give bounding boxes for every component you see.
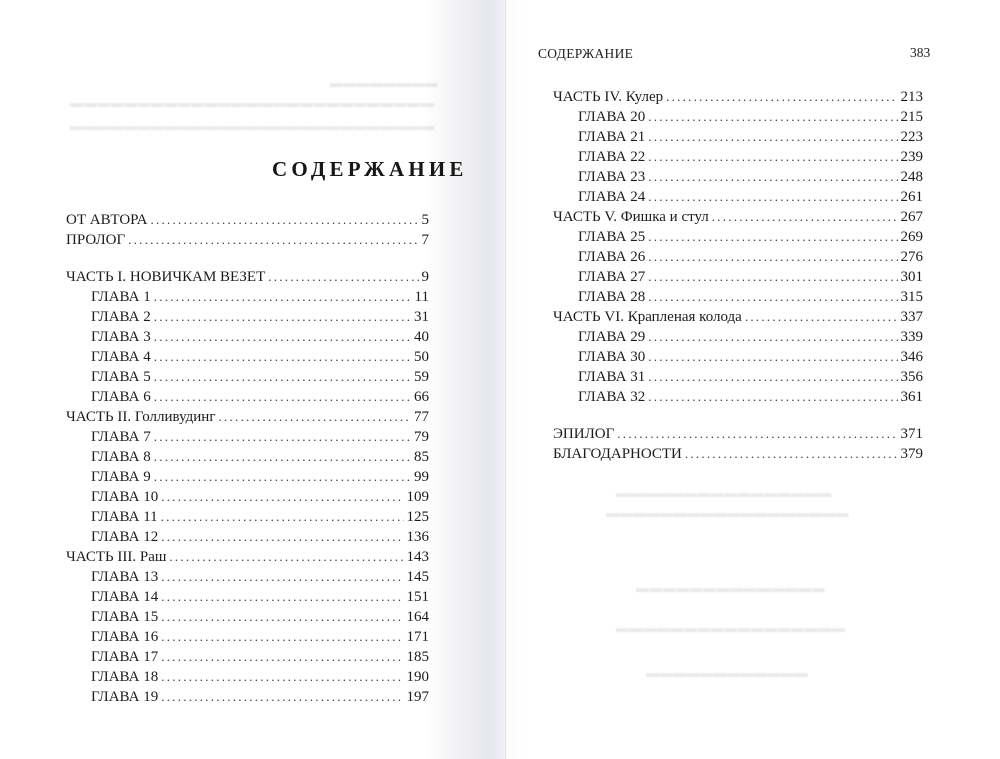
toc-entry-page: 40	[414, 329, 429, 345]
toc-chapter-entry[interactable]	[66, 507, 429, 527]
toc-entry-label: ЧАСТЬ IV. Кулер	[553, 89, 664, 105]
toc-chapter-entry[interactable]	[66, 287, 429, 307]
toc-entry-page: 190	[406, 669, 429, 685]
toc-entry-label: ГЛАВА 1	[91, 289, 151, 305]
toc-entry-label: ГЛАВА 2	[91, 309, 151, 325]
toc-entry-label: ГЛАВА 14	[91, 589, 159, 605]
toc-entry-label: ГЛАВА 31	[578, 369, 646, 385]
toc-entry[interactable]	[66, 210, 429, 230]
dot-leader	[161, 607, 403, 627]
dot-leader	[161, 667, 403, 687]
toc-entry-page: 379	[900, 446, 923, 462]
dot-leader	[648, 267, 897, 287]
toc-entry-page: 185	[406, 649, 429, 665]
toc-entry-page: 267	[900, 209, 923, 225]
toc-entry-label: ЧАСТЬ I. НОВИЧКАМ ВЕЗЕТ	[66, 269, 266, 285]
toc-entry-page: 276	[900, 249, 923, 265]
toc-entry-label: ЧАСТЬ V. Фишка и стул	[553, 209, 709, 225]
toc-entry-label: ГЛАВА 27	[578, 269, 646, 285]
toc-entry-label: ГЛАВА 3	[91, 329, 151, 345]
dot-leader	[648, 147, 897, 167]
dot-leader	[128, 230, 418, 250]
dot-leader	[161, 527, 403, 547]
toc-part-entry[interactable]	[66, 407, 429, 427]
toc-entry-page: 197	[406, 689, 429, 705]
dot-leader	[712, 207, 898, 227]
toc-chapter-entry[interactable]	[553, 267, 923, 287]
toc-entry-page: 85	[414, 449, 429, 465]
toc-entry[interactable]	[553, 444, 923, 464]
dot-leader	[648, 367, 897, 387]
toc-entry-label: ГЛАВА 4	[91, 349, 151, 365]
toc-entry-page: 77	[414, 409, 429, 425]
dot-leader	[685, 444, 898, 464]
bleed-through-text: ▬▬▬▬▬▬▬▬▬▬▬▬▬▬	[636, 580, 825, 595]
toc-entry-page: 9	[421, 269, 429, 285]
toc-entry-label: БЛАГОДАРНОСТИ	[553, 446, 682, 462]
dot-leader	[154, 427, 411, 447]
dot-leader	[154, 367, 411, 387]
bleed-through-text: ▬▬▬▬▬▬▬▬▬▬▬▬▬▬▬▬▬▬	[606, 505, 849, 520]
toc-chapter-entry[interactable]	[66, 327, 429, 347]
toc-entry-page: 59	[414, 369, 429, 385]
toc-chapter-entry[interactable]	[66, 687, 429, 707]
toc-entry-label: ГЛАВА 13	[91, 569, 159, 585]
toc-entry-page: 269	[900, 229, 923, 245]
toc-entry-label: ГЛАВА 23	[578, 169, 646, 185]
toc-entry-page: 301	[900, 269, 923, 285]
toc-entry-label: ГЛАВА 26	[578, 249, 646, 265]
toc-entry-page: 136	[406, 529, 429, 545]
toc-chapter-entry[interactable]	[553, 107, 923, 127]
toc-entry-label: ГЛАВА 32	[578, 389, 646, 405]
toc-chapter-entry[interactable]	[66, 607, 429, 627]
toc-chapter-entry[interactable]	[66, 627, 429, 647]
dot-leader	[648, 167, 897, 187]
bleed-through-text: ▬▬▬▬▬▬▬▬▬▬▬▬▬▬▬▬▬	[616, 620, 846, 635]
toc-chapter-entry[interactable]	[553, 247, 923, 267]
toc-entry-label: ГЛАВА 28	[578, 289, 646, 305]
toc-entry-label: ГЛАВА 10	[91, 489, 159, 505]
bleed-through-text: ▬▬▬▬▬▬▬▬▬▬▬▬▬▬▬▬▬▬▬▬▬▬▬▬▬▬▬	[70, 118, 435, 133]
toc-entry-label: ЧАСТЬ II. Голливудинг	[66, 409, 216, 425]
dot-leader	[154, 447, 411, 467]
toc-entry-label: ЭПИЛОГ	[553, 426, 615, 442]
toc-entry-page: 261	[900, 189, 923, 205]
toc-chapter-entry[interactable]	[66, 347, 429, 367]
toc-chapter-entry[interactable]	[553, 387, 923, 407]
toc-chapter-entry[interactable]	[66, 447, 429, 467]
dot-leader	[648, 387, 897, 407]
toc-chapter-entry[interactable]	[66, 427, 429, 447]
toc-entry-page: 356	[900, 369, 923, 385]
dot-leader	[161, 647, 403, 667]
dot-leader	[218, 407, 411, 427]
dot-leader	[154, 287, 412, 307]
toc-entry-page: 31	[414, 309, 429, 325]
toc-chapter-entry[interactable]	[553, 287, 923, 307]
toc-entry-label: ГЛАВА 21	[578, 129, 646, 145]
toc-title: СОДЕРЖАНИЕ	[272, 157, 468, 182]
toc-entry-label: ГЛАВА 20	[578, 109, 646, 125]
toc-entry-page: 66	[414, 389, 429, 405]
toc-entry-label: ПРОЛОГ	[66, 232, 126, 248]
toc-entry-label: ГЛАВА 17	[91, 649, 159, 665]
toc-chapter-entry[interactable]	[553, 147, 923, 167]
toc-part-entry[interactable]	[553, 87, 923, 107]
dot-leader	[150, 210, 418, 230]
toc-chapter-entry[interactable]	[553, 167, 923, 187]
toc-entry-page: 223	[900, 129, 923, 145]
toc-entry-page: 50	[414, 349, 429, 365]
dot-leader	[161, 687, 403, 707]
dot-leader	[154, 387, 411, 407]
toc-chapter-entry[interactable]	[553, 367, 923, 387]
toc-chapter-entry[interactable]	[66, 527, 429, 547]
toc-entry-label: ГЛАВА 11	[91, 509, 158, 525]
toc-chapter-entry[interactable]	[553, 187, 923, 207]
toc-entry[interactable]	[66, 230, 429, 250]
toc-entry-page: 7	[421, 232, 429, 248]
toc-chapter-entry[interactable]	[66, 647, 429, 667]
toc-entry-page: 145	[406, 569, 429, 585]
toc-entry-label: ЧАСТЬ VI. Крапленая колода	[553, 309, 742, 325]
toc-entry-label: ГЛАВА 19	[91, 689, 159, 705]
dot-leader	[648, 227, 897, 247]
toc-entry-page: 151	[406, 589, 429, 605]
dot-leader	[648, 247, 897, 267]
dot-leader	[745, 307, 898, 327]
toc-chapter-entry[interactable]	[553, 227, 923, 247]
toc-entry-page: 248	[900, 169, 923, 185]
toc-entry-page: 361	[900, 389, 923, 405]
toc-list-right	[553, 87, 923, 464]
toc-entry-page: 5	[421, 212, 429, 228]
toc-entry-page: 109	[406, 489, 429, 505]
toc-chapter-entry[interactable]	[66, 587, 429, 607]
toc-chapter-entry[interactable]	[553, 347, 923, 367]
toc-entry-label: ГЛАВА 15	[91, 609, 159, 625]
toc-entry-label: ГЛАВА 6	[91, 389, 151, 405]
dot-leader	[154, 467, 411, 487]
page-number: 383	[910, 45, 931, 60]
toc-chapter-entry[interactable]	[66, 387, 429, 407]
dot-leader	[169, 547, 403, 567]
toc-entry-label: ГЛАВА 30	[578, 349, 646, 365]
toc-entry-label: ГЛАВА 8	[91, 449, 151, 465]
toc-entry-label: ЧАСТЬ III. Раш	[66, 549, 167, 565]
toc-entry-label: ГЛАВА 25	[578, 229, 646, 245]
dot-leader	[154, 307, 411, 327]
dot-leader	[161, 587, 403, 607]
toc-part-entry[interactable]	[66, 547, 429, 567]
toc-entry-page: 215	[900, 109, 923, 125]
toc-entry-page: 79	[414, 429, 429, 445]
toc-entry-label: ГЛАВА 24	[578, 189, 646, 205]
dot-leader	[648, 107, 897, 127]
dot-leader	[648, 347, 897, 367]
toc-entry-label: ГЛАВА 16	[91, 629, 159, 645]
dot-leader	[648, 327, 897, 347]
dot-leader	[161, 487, 403, 507]
dot-leader	[154, 327, 411, 347]
toc-chapter-entry[interactable]	[66, 667, 429, 687]
dot-leader	[648, 287, 897, 307]
bleed-through-text: ▬▬▬▬▬▬▬▬▬▬▬▬▬▬▬▬▬▬▬▬▬▬▬▬▬▬▬	[70, 95, 435, 110]
toc-chapter-entry[interactable]	[66, 307, 429, 327]
running-head: СОДЕРЖАНИЕ	[538, 46, 634, 61]
toc-entry-page: 125	[406, 509, 429, 525]
dot-leader	[268, 267, 418, 287]
toc-entry[interactable]	[553, 424, 923, 444]
toc-entry-label: ОТ АВТОРА	[66, 212, 148, 228]
dot-leader	[648, 127, 897, 147]
toc-chapter-entry[interactable]	[66, 567, 429, 587]
toc-chapter-entry[interactable]	[553, 327, 923, 347]
toc-chapter-entry[interactable]	[66, 367, 429, 387]
toc-entry-label: ГЛАВА 12	[91, 529, 159, 545]
dot-leader	[161, 627, 403, 647]
toc-entry-label: ГЛАВА 29	[578, 329, 646, 345]
dot-leader	[161, 507, 404, 527]
toc-part-entry[interactable]	[553, 307, 923, 327]
bleed-through-text: ▬▬▬▬▬▬▬▬▬▬▬▬	[646, 665, 808, 680]
toc-entry-page: 339	[900, 329, 923, 345]
toc-entry-page: 371	[900, 426, 923, 442]
toc-entry-label: ГЛАВА 22	[578, 149, 646, 165]
toc-entry-page: 164	[406, 609, 429, 625]
toc-entry-page: 171	[406, 629, 429, 645]
dot-leader	[648, 187, 897, 207]
toc-list-left	[66, 210, 429, 707]
toc-chapter-entry[interactable]	[553, 127, 923, 147]
toc-chapter-entry[interactable]	[66, 487, 429, 507]
toc-entry-page: 143	[406, 549, 429, 565]
toc-entry-page: 213	[900, 89, 923, 105]
toc-entry-label: ГЛАВА 5	[91, 369, 151, 385]
dot-leader	[154, 347, 411, 367]
toc-part-entry[interactable]	[66, 267, 429, 287]
bleed-through-text: ▬▬▬▬▬▬▬▬	[330, 75, 438, 90]
toc-entry-page: 99	[414, 469, 429, 485]
toc-entry-page: 315	[900, 289, 923, 305]
toc-chapter-entry[interactable]	[66, 467, 429, 487]
toc-entry-label: ГЛАВА 7	[91, 429, 151, 445]
toc-entry-label: ГЛАВА 9	[91, 469, 151, 485]
dot-leader	[666, 87, 897, 107]
toc-entry-page: 346	[900, 349, 923, 365]
bleed-through-text: ▬▬▬▬▬▬▬▬▬▬▬▬▬▬▬▬	[616, 485, 832, 500]
toc-entry-label: ГЛАВА 18	[91, 669, 159, 685]
toc-entry-page: 11	[414, 289, 429, 305]
dot-leader	[161, 567, 403, 587]
toc-entry-page: 337	[900, 309, 923, 325]
toc-part-entry[interactable]	[553, 207, 923, 227]
toc-entry-page: 239	[900, 149, 923, 165]
dot-leader	[617, 424, 897, 444]
